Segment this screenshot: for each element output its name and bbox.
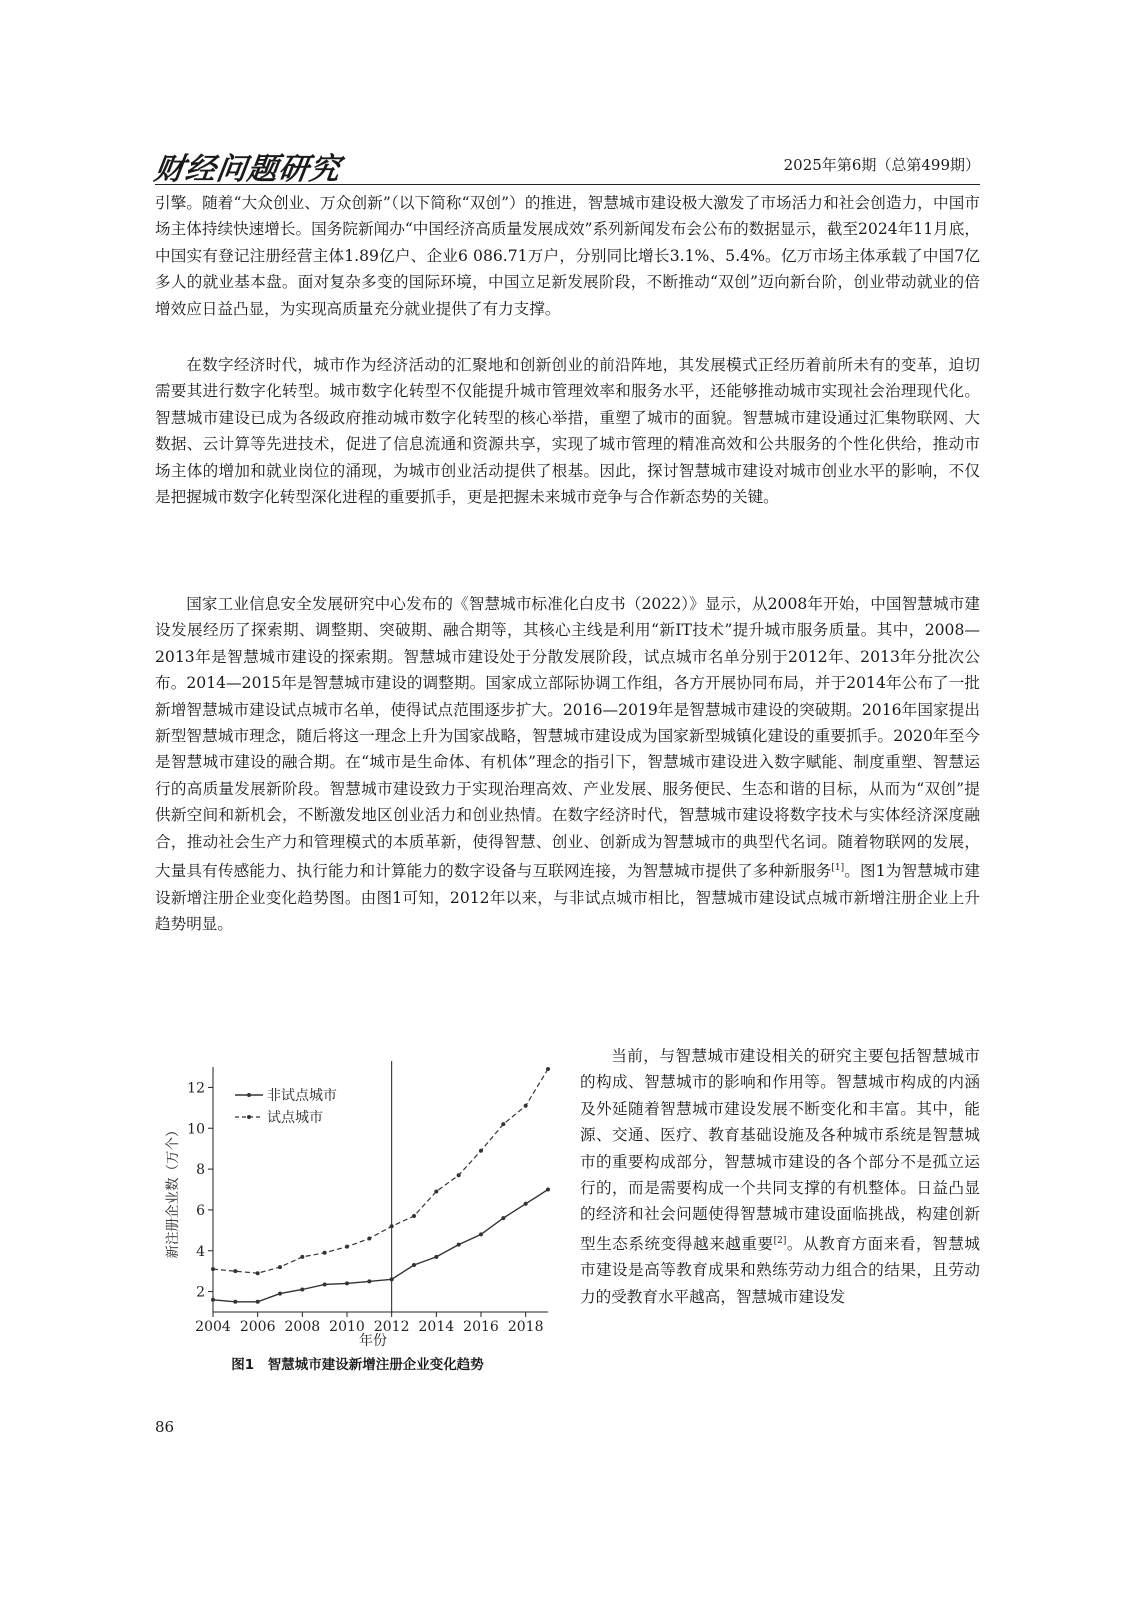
paragraph-4-text-b: 。从教育方面来看，智慧城市建设是高等教育成果和熟练劳动力组合的结果，且劳动力的受教育水平越高，智慧城市建设发: [580, 1235, 980, 1306]
data-point: [457, 1173, 461, 1177]
y-ticks: [187, 1080, 213, 1300]
data-point: [479, 1232, 483, 1236]
line-chart: [155, 1055, 560, 1350]
legend: [235, 1087, 337, 1126]
series-points-pilot: [211, 1067, 550, 1275]
paragraph-1: 引擎。随着“大众创业、万众创新”（以下简称“双创”）的推进，智慧城市建设极大激发了市场活力和社会创造力，中国市场主体持续快速增长。国务院新闻办“中国经济高质量发展成效”系列新闻发布会公布的数据显示，截至2024年11月底，中国实有登记注册经营主体1.89亿户、企业6 086.71万户，分别同比增长3.1%、5.4%。亿万市场主体承载了中国7亿多人的就业基本盘。面对复杂多变的国际环境，中国立足新发展阶段，不断推动“双创”迈向新台阶，创业带动就业的倍增效应日益凸显，为实现高质量充分就业提供了有力支撑。: [155, 194, 980, 318]
y-tick-label: 6: [196, 1202, 205, 1219]
figure-1: [155, 1055, 560, 1380]
x-ticks: [195, 1312, 543, 1335]
data-point: [479, 1149, 483, 1153]
data-point: [412, 1263, 416, 1267]
data-point: [256, 1271, 260, 1275]
data-point: [457, 1243, 461, 1247]
y-tick-label: 2: [196, 1284, 205, 1301]
figure-caption: 图1 智慧城市建设新增注册企业变化趋势: [231, 1357, 484, 1373]
citation-1: [1]: [831, 863, 845, 874]
x-tick-label: 2014: [418, 1319, 455, 1335]
page-header: [152, 140, 980, 187]
x-axis-label: 年份: [359, 1333, 387, 1349]
data-point: [300, 1255, 304, 1259]
data-point: [546, 1188, 550, 1192]
data-point: [323, 1251, 327, 1255]
data-point: [211, 1298, 215, 1302]
series-line-pilot: [213, 1069, 548, 1273]
data-point: [412, 1214, 416, 1218]
data-point: [367, 1279, 371, 1283]
x-tick-label: 2008: [284, 1319, 321, 1335]
x-tick-label: 2010: [329, 1319, 365, 1335]
page-number: 86: [155, 1418, 175, 1436]
data-point: [323, 1282, 327, 1286]
x-tick-label: 2006: [239, 1319, 276, 1335]
data-point: [256, 1300, 260, 1304]
data-point: [233, 1300, 237, 1304]
data-point: [367, 1237, 371, 1241]
y-tick-label: 8: [196, 1162, 205, 1179]
data-point: [278, 1292, 282, 1296]
data-point: [345, 1281, 349, 1285]
data-point: [434, 1255, 438, 1259]
data-point: [524, 1202, 528, 1206]
paragraph-4-text-a: 当前，与智慧城市建设相关的研究主要包括智慧城市的构成、智慧城市的影响和作用等。智慧城市构成的内涵及外延随着智慧城市建设发展不断变化和丰富。其中，能源、交通、医疗、教育基础设施及各种城市系统是智慧城市的重要构成部分，智慧城市建设的各个部分不是孤立运行的，而是需要构成一个共同支撑的有机整体。日益凸显的经济和社会问题使得智慧城市建设面临挑战，构建创新型生态系统变得越来越重要: [580, 1047, 980, 1254]
journal-logo: 财经问题研究: [152, 152, 343, 187]
data-point: [278, 1265, 282, 1269]
data-point: [546, 1067, 550, 1071]
x-tick-label: 2018: [507, 1319, 544, 1335]
citation-2: [2]: [773, 1235, 787, 1246]
data-point: [211, 1267, 215, 1271]
series-points-non-pilot: [211, 1188, 550, 1304]
legend-label-non-pilot: 非试点城市: [267, 1088, 337, 1104]
data-point: [501, 1122, 505, 1126]
data-point: [501, 1216, 505, 1220]
paragraph-4: [580, 1043, 980, 1310]
paragraph-3-text-a: 国家工业信息安全发展研究中心发布的《智慧城市标准化白皮书（2022）》显示，从2008年开始，中国智慧城市建设发展经历了探索期、调整期、突破期、融合期等，其核心主线是利用“新IT技术”提升城市服务质量。其中，2008—2013年是智慧城市建设的探索期。智慧城市建设处于分散发展阶段，试点城市名单分别于2012年、2013年分批次公布。2014—2015年是智慧城市建设的调整期。国家成立部际协调工作组，各方开展协同布局，并于2014年公布了一批新增智慧城市建设试点城市名单，使得试点范围逐步扩大。2016—2019年是智慧城市建设的突破期。2016年国家提出新型智慧城市理念，随后将这一理念上升为国家战略，智慧城市建设成为国家新型城镇化建设的重要抓手。2020年至今是智慧城市建设的融合期。在“城市是生命体、有机体”理念的指引下，智慧城市建设进入数字赋能、制度重塑、智慧运行的高质量发展新阶段。智慧城市建设致力于实现治理高效、产业发展、服务便民、生态和谐的目标，从而为“双创”提供新空间和新机会，不断激发地区创业活力和创业热情。在数字经济时代，智慧城市建设将数字技术与实体经济深度融合，推动社会生产力和管理模式的本质革新，使得智慧、创业、创新成为智慧城市的典型代名词。随着物联网的发展，大量具有传感能力、执行能力和计算能力的数字设备与互联网连接，为智慧城市提供了多种新服务: [155, 595, 980, 881]
data-point: [390, 1277, 394, 1281]
legend-label-pilot: 试点城市: [267, 1110, 323, 1126]
x-tick-label: 2012: [373, 1319, 410, 1335]
legend-marker-non-pilot: [247, 1093, 251, 1097]
y-tick-label: 4: [196, 1243, 205, 1260]
paragraph-2: 在数字经济时代，城市作为经济活动的汇聚地和创新创业的前沿阵地，其发展模式正经历着前所未有的变革，迫切需要其进行数字化转型。城市数字化转型不仅能提升城市管理效率和服务水平，还能够推动城市实现社会治理现代化。智慧城市建设已成为各级政府推动城市数字化转型的核心举措，重塑了城市的面貌。智慧城市建设通过汇集物联网、大数据、云计算等先进技术，促进了信息流通和资源共享，实现了城市管理的精准高效和公共服务的个性化供给，推动市场主体的增加和就业岗位的涌现，为城市创业活动提供了根基。因此，探讨智慧城市建设对城市创业水平的影响，不仅是把握城市数字化转型深化进程的重要抓手，更是把握未来城市竞争与合作新态势的关键。: [155, 356, 980, 507]
legend-marker-pilot: [247, 1115, 251, 1119]
issue-info: 2025年第6期（总第499期）: [783, 156, 980, 174]
data-point: [300, 1288, 304, 1292]
data-point: [434, 1190, 438, 1194]
paragraph-3-text-b: 。图1为智慧城市建设新增注册企业变化趋势图。由图1可知，2012年以来，与非试点城市相比，智慧城市建设试点城市新增注册企业上升趋势明显。: [155, 862, 980, 934]
data-point: [524, 1104, 528, 1108]
data-point: [390, 1224, 394, 1228]
series-line-non-pilot: [213, 1190, 548, 1302]
y-tick-label: 12: [187, 1080, 205, 1097]
x-tick-label: 2016: [463, 1319, 499, 1335]
data-point: [233, 1269, 237, 1273]
x-tick-label: 2004: [195, 1319, 231, 1335]
data-point: [345, 1245, 349, 1249]
paragraph-3: [155, 591, 980, 937]
y-axis-label: 新注册企业数（万个）: [165, 1123, 181, 1259]
y-tick-label: 10: [187, 1121, 205, 1138]
